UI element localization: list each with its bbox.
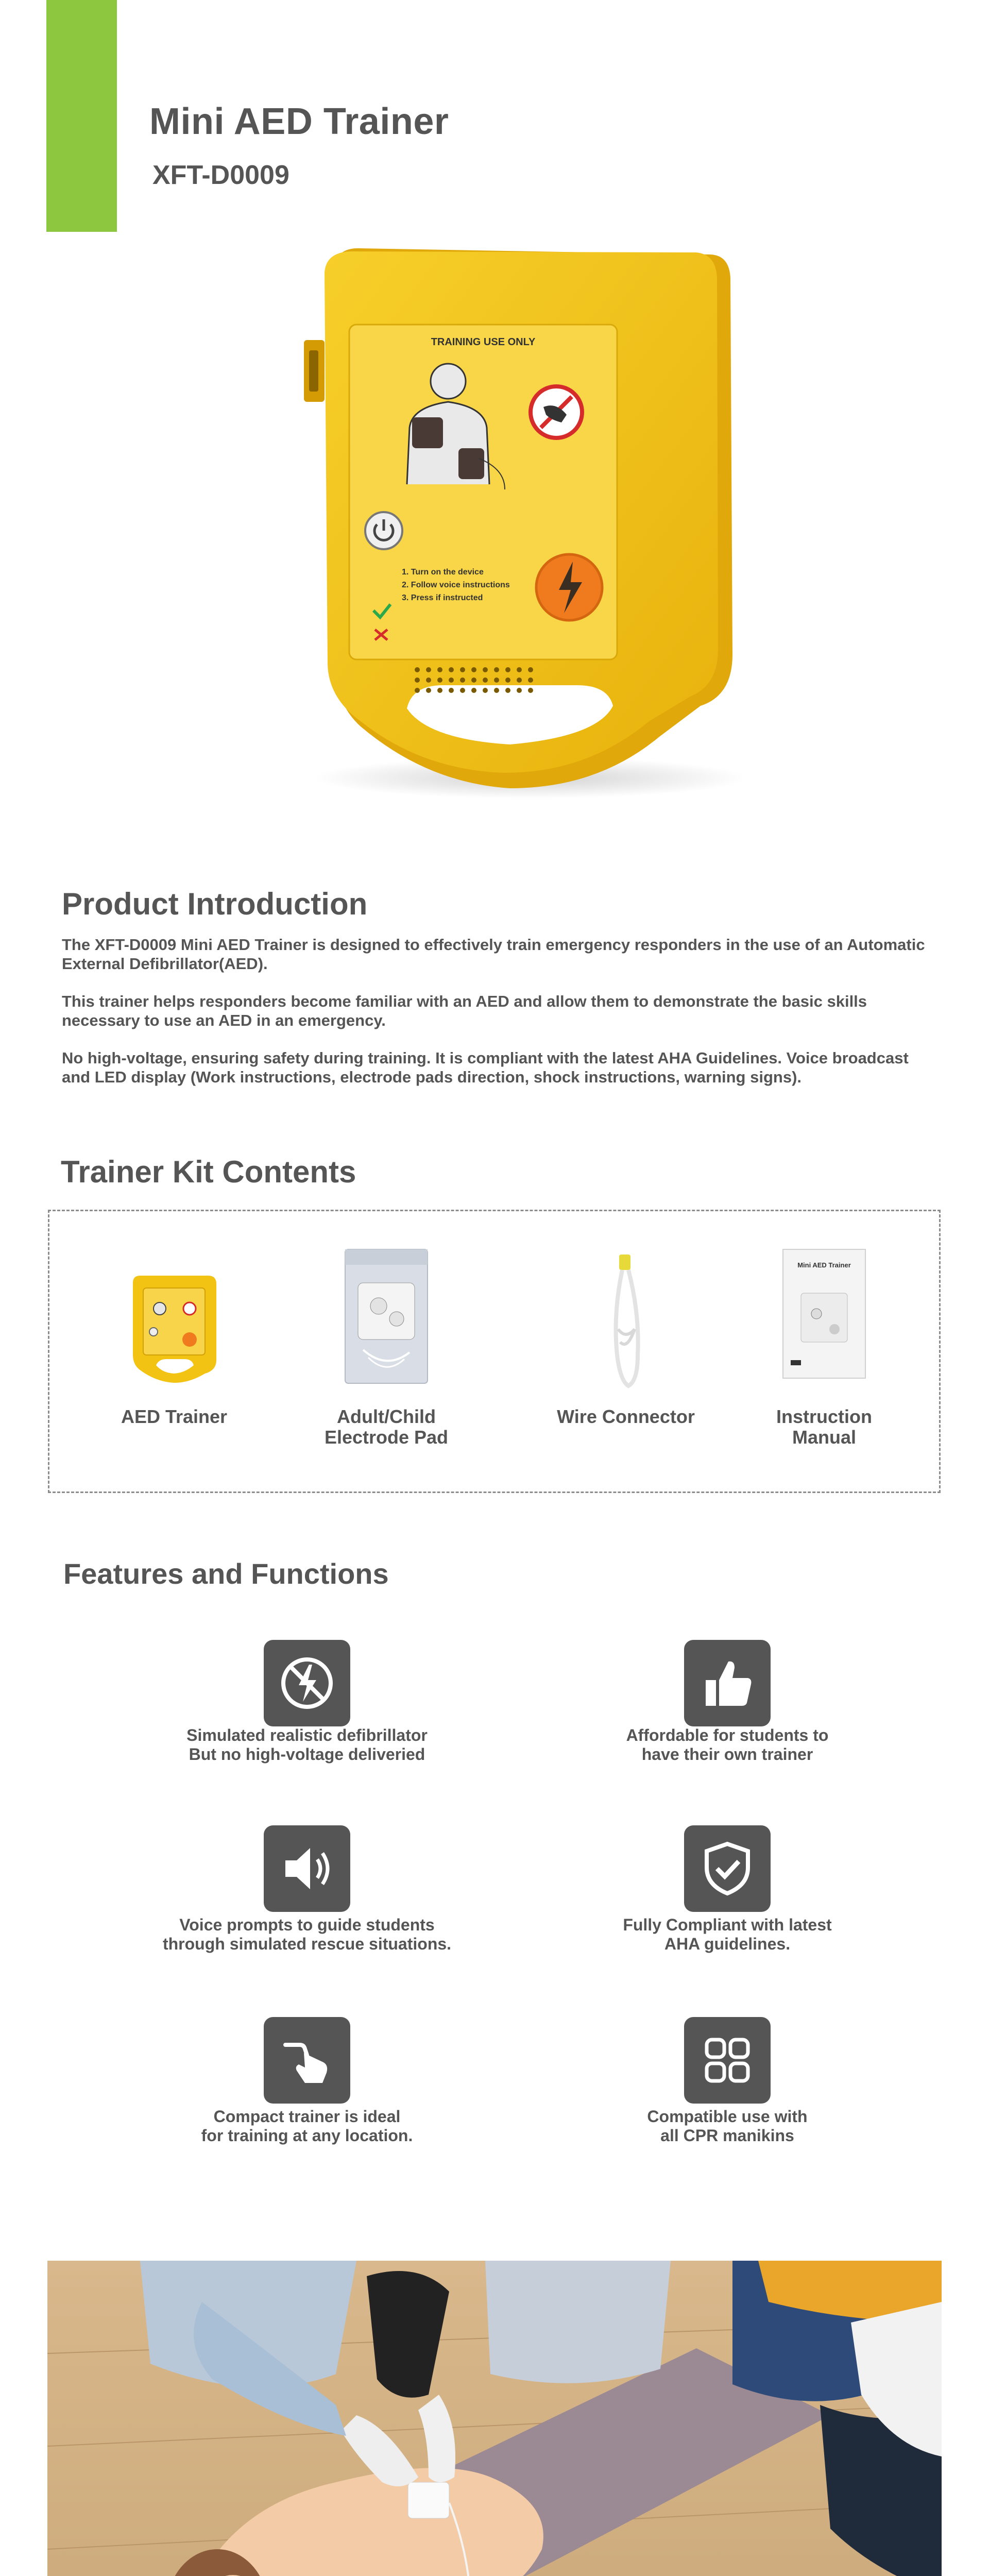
intro-paragraph-1: The XFT-D0009 Mini AED Trainer is designed to effectively train emergency responders in the use of an Automatic External Defibrillator(AED).: [62, 936, 925, 973]
feature-text: Compatible use with all CPR manikins: [647, 2107, 808, 2145]
intro-paragraph-3: No high-voltage, ensuring safety during training. It is compliant with the latest AHA Guidelines. Voice broadcast and LED display (Work instructions, electrode pads direction, shock instructions, warning signs).: [62, 1049, 909, 1086]
feature-text: Compact trainer is ideal for training at any location.: [201, 2107, 413, 2145]
features-heading: Features and Functions: [63, 1557, 389, 1590]
no-shock-icon: [264, 1640, 350, 1726]
kit-aed-trainer-image: [128, 1273, 220, 1386]
intro-paragraph-2: This trainer helps responders become familiar with an AED and allow them to demonstrate the basic skills necessary to use an AED in an emergency.: [62, 992, 867, 1029]
kit-heading: Trainer Kit Contents: [61, 1155, 356, 1189]
cpr-training-photo: [47, 2261, 942, 2576]
feature-text: Affordable for students to have their own trainer: [626, 1726, 829, 1764]
model-number: XFT-D0009: [152, 160, 289, 190]
page-title: Mini AED Trainer: [149, 101, 449, 142]
touch-hand-icon: [264, 2017, 350, 2104]
feature-text: Fully Compliant with latest AHA guidelines.: [623, 1916, 832, 1953]
thumbs-up-icon: [684, 1640, 771, 1726]
kit-item-label: AED Trainer: [121, 1406, 228, 1427]
step-3: 3. Press if instructed: [402, 594, 483, 602]
kit-electrode-pad-image: [343, 1247, 430, 1386]
speaker-icon: [264, 1825, 350, 1912]
grid-icon: [684, 2017, 771, 2104]
aed-trainer-image: [288, 242, 742, 809]
intro-heading: Product Introduction: [62, 887, 368, 921]
step-1: 1. Turn on the device: [402, 568, 484, 577]
kit-item-label: Wire Connector: [557, 1406, 695, 1427]
panel-heading: TRAINING USE ONLY: [431, 336, 536, 348]
feature-text: Voice prompts to guide students through simulated rescue situations.: [162, 1916, 452, 1953]
shield-check-icon: [684, 1825, 771, 1912]
manual-cover-title: Mini AED Trainer: [797, 1261, 851, 1269]
step-2: 2. Follow voice instructions: [402, 581, 510, 589]
kit-wire-connector-image: [598, 1252, 654, 1391]
kit-item-label: Adult/Child Electrode Pad: [324, 1406, 449, 1448]
accent-bar: [46, 0, 117, 232]
kit-item-label: Instruction Manual: [776, 1406, 872, 1448]
kit-instruction-manual-image: [780, 1247, 868, 1381]
feature-text: Simulated realistic defibrillator But no high-voltage deliveried: [186, 1726, 428, 1764]
